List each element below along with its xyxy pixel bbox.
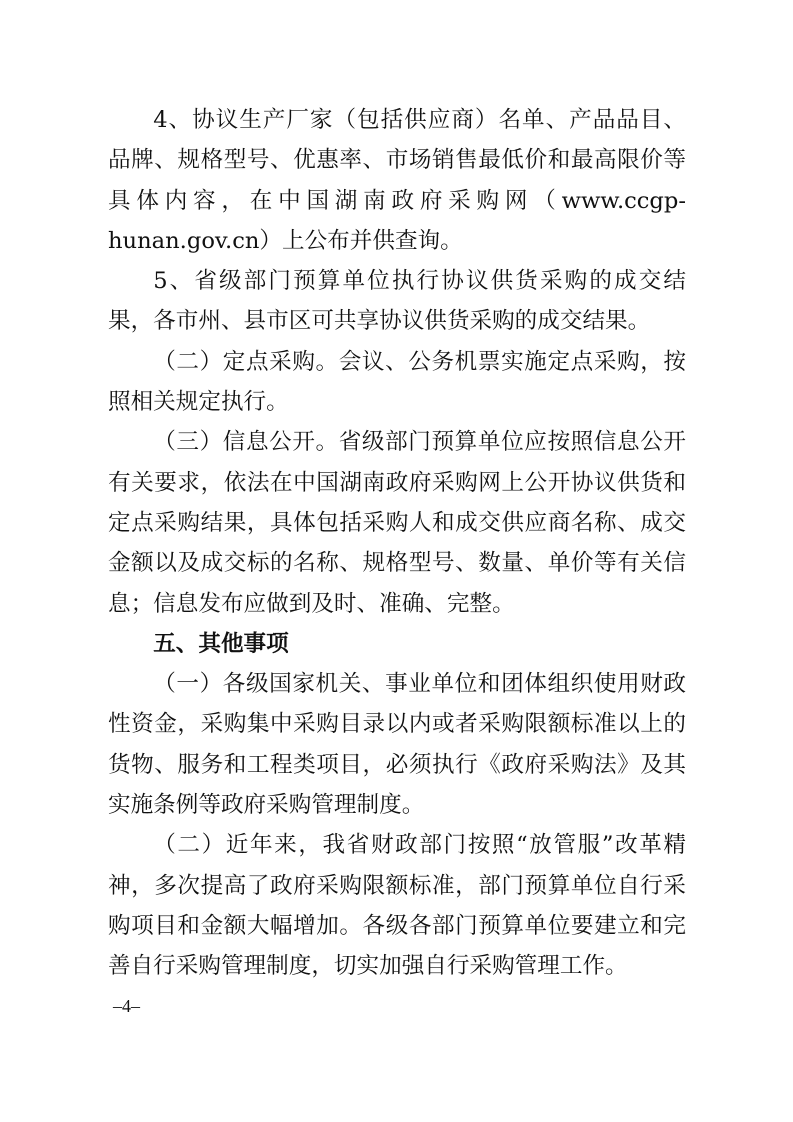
page-number: –4–: [113, 996, 140, 1016]
section-heading-other-matters: 五、其他事项: [153, 630, 289, 657]
paragraph-fixed-point-procurement: （二）定点采购。会议、公务机票实施定点采购，按照相关规定执行。: [108, 348, 686, 416]
paragraph-other-matters-2: （二）近年来，我省财政部门按照“放管服”改革精神，多次提高了政府采购限额标准，部门预算单位自行采购项目和金额大幅增加。各级各部门预算单位要建立和完善自行采购管理制度，切实加强自行采购管理工作。: [108, 832, 686, 980]
document-body: [108, 100, 686, 987]
paragraph-item-5: 5、省级部门预算单位执行协议供货采购的成交结果，各市州、县市区可共享协议供货采购的成交结果。: [108, 268, 686, 335]
paragraph-information-disclosure: （三）信息公开。省级部门预算单位应按照信息公开有关要求，依法在中国湖南政府采购网上公开协议供货和定点采购结果，具体包括采购人和成交供应商名称、成交金额以及成交标的名称、规格型号、数量、单价等有关信息；信息发布应做到及时、准确、完整。: [108, 429, 686, 617]
paragraph-other-matters-1: （一）各级国家机关、事业单位和团体组织使用财政性资金，采购集中采购目录以内或者采购限额标准以上的货物、服务和工程类项目，必须执行《政府采购法》及其实施条例等政府采购管理制度。: [108, 671, 686, 819]
paragraph-item-4: 4、协议生产厂家（包括供应商）名单、产品品目、品牌、规格型号、优惠率、市场销售最低价和最高限价等具体内容，在中国湖南政府采购网（www.ccgp-hunan.gov.cn）上公布并供查询。: [108, 107, 686, 254]
